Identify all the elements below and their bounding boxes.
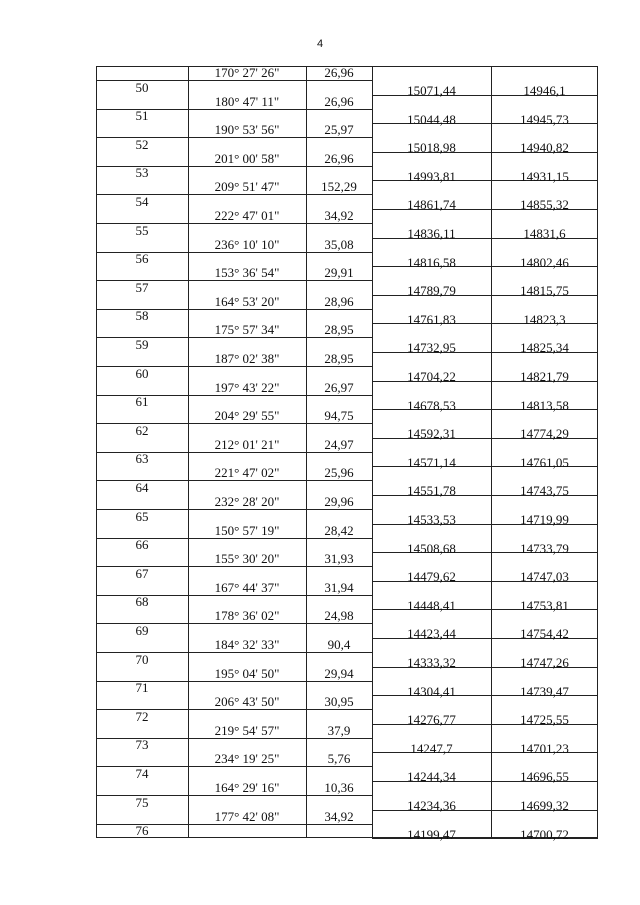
segment-bearing: 222° 47' 01" [214,207,280,223]
coordinate-y: 14761,05 [520,454,569,470]
segment-bearing: 164° 53' 20" [214,293,280,309]
segment-bearing: 170° 27' 26" [214,65,280,80]
coordinate-x: 15044,48 [407,111,456,127]
segment-bearing: 155° 30' 20" [214,551,280,567]
segment-length: 30,95 [324,694,354,710]
coordinate-x: 14816,58 [407,254,456,270]
coordinate-x: 14479,62 [407,569,456,585]
coordinate-y: 14946,1 [523,83,566,98]
segment-bearing: 232° 28' 20" [214,493,280,509]
coordinate-x: 14551,78 [407,483,456,499]
coordinate-x: 14592,31 [407,426,456,442]
point-number: 63 [135,451,149,467]
segment-length: 35,08 [324,236,354,252]
segment-bearing: 190° 53' 56" [214,122,280,138]
point-number: 73 [135,737,149,753]
coordinate-y: 14931,15 [520,168,569,184]
point-number: 52 [135,136,149,152]
point-number: 60 [135,365,149,381]
point-number: 75 [135,794,149,810]
point-number: 58 [135,308,149,324]
coordinate-y: 14831,6 [523,226,566,241]
coordinates-table [96,65,598,842]
segment-length: 25,97 [324,122,354,138]
segment-length: 24,97 [324,436,354,452]
point-number: 51 [135,108,149,124]
point-number: 67 [135,565,149,581]
coordinate-x: 14448,41 [407,597,456,613]
coordinate-y: 14815,75 [520,283,569,299]
coordinate-y: 14747,03 [520,569,569,585]
segment-bearing: 195° 04' 50" [214,665,280,681]
coordinate-y: 14747,26 [520,655,569,670]
point-number: 56 [135,251,149,267]
coordinate-y: 14700,72 [520,826,569,842]
point-number: 74 [135,765,149,781]
segment-bearing: 201° 00' 58" [214,150,280,166]
coordinate-y: 14940,82 [520,140,569,156]
segment-bearing: 234° 19' 25" [214,751,280,767]
coordinate-x: 14508,68 [407,540,456,556]
segment-length: 10,36 [324,779,354,795]
coordinate-y: 14802,46 [520,254,569,270]
point-number: 59 [135,336,149,352]
point-number: 64 [135,479,149,495]
segment-bearing: 177° 42' 08" [214,808,280,824]
segment-bearing: 175° 57' 34" [214,322,280,338]
segment-length: 26,96 [324,150,354,166]
segment-length: 28,95 [324,350,354,366]
coordinate-x: 14423,44 [407,626,456,642]
segment-length: 29,96 [324,493,354,509]
point-number: 62 [135,422,149,438]
coordinate-x: 14704,22 [407,369,456,384]
coordinate-x: 14761,83 [407,311,456,327]
point-number: 57 [135,279,149,295]
segment-length: 34,92 [324,808,354,824]
point-number: 53 [135,165,149,181]
coordinate-x: 15071,44 [407,83,456,98]
point-number: 54 [135,193,149,209]
segment-length: 28,95 [324,322,354,338]
coordinate-x: 14533,53 [407,512,456,527]
coordinate-x: 14333,32 [407,655,456,670]
segment-bearing: 221° 47' 02" [214,465,280,481]
coordinate-y: 14701,23 [520,740,569,756]
point-number: 69 [135,622,149,638]
segment-length: 26,97 [324,379,354,395]
segment-bearing: 236° 10' 10" [214,236,280,252]
coordinate-y: 14699,32 [520,798,569,813]
coordinate-x: 14789,79 [407,283,456,299]
point-number: 68 [135,594,149,610]
segment-bearing: 209° 51' 47" [214,179,280,195]
coordinate-y: 14821,79 [520,369,569,384]
point-number: 72 [135,708,149,724]
coordinate-y: 14945,73 [520,111,569,127]
segment-bearing: 153° 36' 54" [214,265,280,281]
segment-bearing: 212° 01' 21" [214,436,280,452]
segment-bearing: 206° 43' 50" [214,694,280,710]
segment-length: 29,91 [324,265,354,281]
coordinate-y: 14739,47 [520,683,569,699]
segment-length: 5,76 [327,751,351,767]
segment-bearing: 180° 47' 11" [214,93,280,109]
coordinate-y: 14753,81 [520,597,569,613]
segment-length: 94,75 [324,408,354,424]
segment-bearing: 197° 43' 22" [214,379,280,395]
coordinate-x: 14276,77 [407,712,456,728]
segment-length: 28,96 [324,293,354,309]
segment-bearing: 187° 02' 38" [214,350,280,366]
point-number: 50 [135,79,149,95]
segment-length: 26,96 [324,93,354,109]
coordinate-x: 14304,41 [407,683,456,699]
coordinate-x: 14234,36 [407,798,456,813]
segment-length: 26,96 [324,65,354,80]
point-number: 55 [135,222,149,238]
segment-length: 90,4 [327,636,351,652]
coordinate-y: 14733,79 [520,540,569,556]
point-number: 61 [135,394,149,410]
segment-length: 31,94 [324,579,354,595]
segment-bearing: 219° 54' 57" [214,722,280,738]
coordinate-y: 14725,55 [520,712,569,728]
segment-bearing: 150° 57' 19" [214,522,280,538]
coordinate-y: 14823,3 [523,311,566,327]
segment-length: 29,94 [324,665,354,681]
coordinate-x: 14571,14 [407,454,456,470]
page-number: 4 [316,38,324,50]
segment-length: 28,42 [324,522,354,538]
point-number: 71 [135,680,149,696]
segment-bearing: 164° 29' 16" [214,779,280,795]
coordinate-y: 14825,34 [520,340,569,356]
coordinate-x: 14247,7 [410,740,453,756]
coordinate-y: 14813,58 [520,397,569,413]
coordinate-y: 14743,75 [520,483,569,499]
point-number: 66 [135,537,149,553]
point-number: 76 [135,823,149,839]
coordinate-x: 14244,34 [407,769,456,785]
point-number: 65 [135,508,149,524]
coordinate-x: 14993,81 [407,168,456,184]
point-number: 70 [135,651,149,667]
coordinate-y: 14754,42 [520,626,569,642]
segment-length: 31,93 [324,551,354,567]
coordinate-x: 14732,95 [407,340,456,356]
segment-length: 34,92 [324,207,354,223]
segment-length: 37,9 [327,722,351,738]
segment-bearing: 184° 32' 33" [214,636,280,652]
segment-length: 24,98 [324,608,354,624]
coordinate-x: 14836,11 [407,226,456,241]
coordinate-y: 14719,99 [520,512,569,527]
coordinate-x: 15018,98 [407,140,456,156]
segment-bearing: 167° 44' 37" [214,579,280,595]
coordinate-y: 14855,32 [520,197,569,213]
segment-bearing: 178° 36' 02" [214,608,280,624]
coordinate-x: 14199,47 [407,826,456,842]
coordinate-y: 14774,29 [520,426,569,442]
coordinate-x: 14678,53 [407,397,456,413]
segment-length: 152,29 [321,179,357,195]
coordinate-x: 14861,74 [407,197,456,213]
segment-bearing: 204° 29' 55" [214,408,280,424]
coordinate-y: 14696,55 [520,769,569,785]
segment-length: 25,96 [324,465,354,481]
